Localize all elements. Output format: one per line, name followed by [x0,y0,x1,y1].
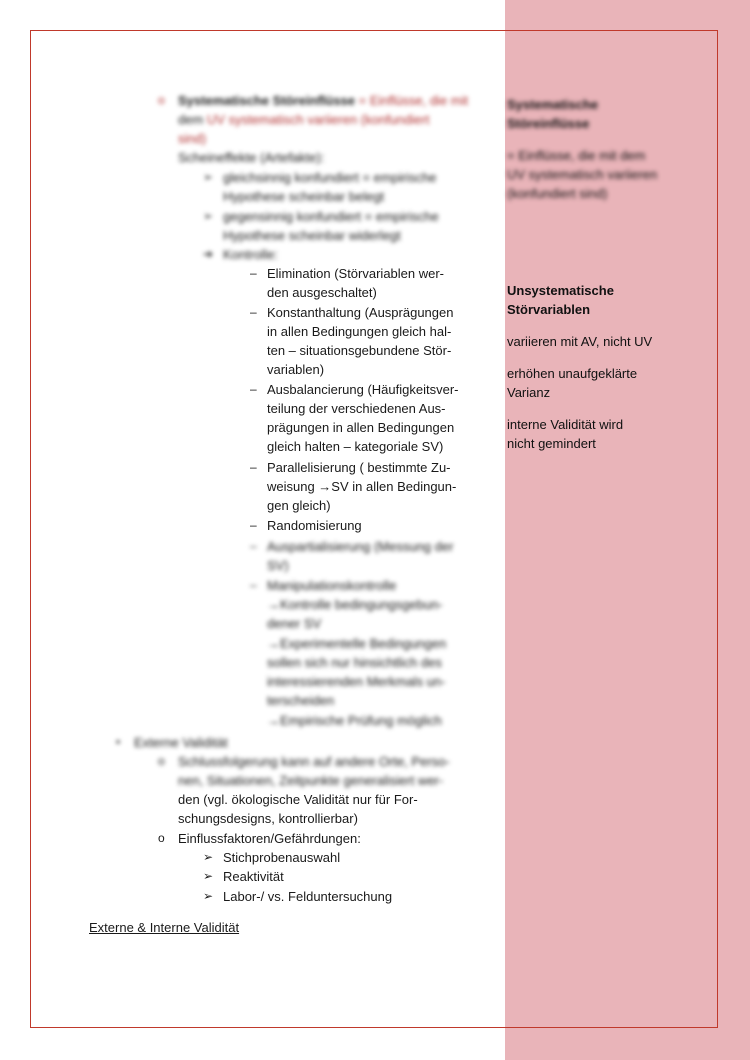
kontrolle-label: Kontrolle: [223,247,278,262]
schluss-line: Schlussfolgerung kann auf andere Orte, Perso- [178,754,450,769]
dot-bullet: • [116,735,121,749]
arrowhead-bullet: ➢ [203,170,214,184]
control-item-cont: weisung →SV in allen Bedingun- [267,479,457,494]
side-note: variieren mit AV, nicht UV [507,334,653,349]
arrowhead-bullet: ➢ [203,869,214,883]
control-item-cont: in allen Bedingungen gleich hal- [267,324,452,339]
control-item-cont: →Empirische Prüfung möglich [267,713,442,728]
arrowhead-bullet: ➢ [203,889,214,903]
list-item: gleichsinnig konfundiert = empirische [223,170,437,185]
control-item-cont: interessierenden Merkmals un- [267,674,446,689]
control-item-cont: teilung der verschiedenen Aus- [267,401,446,416]
side-note-cont: nicht gemindert [507,436,596,451]
arrowhead-bullet: ➢ [203,850,214,864]
external-internal-validity-link[interactable]: Externe & Interne Validität [89,920,240,935]
scheineffekte-label: Scheineffekte (Artefakte): [178,150,325,165]
control-item-cont: prägungen in allen Bedingungen [267,420,455,435]
side-top-title-2: Störeinflüsse [507,116,590,131]
side-note-cont: Varianz [507,385,551,400]
list-item-cont: Hypothese scheinbar widerlegt [223,228,401,243]
dash-bullet: – [250,382,257,396]
heading-rest: = Einflüsse, die mit [355,93,469,108]
dash-bullet: – [250,539,257,553]
arrow-bullet: ➔ [203,247,214,261]
control-item-cont: dener SV [267,616,322,631]
heading-line-3: sind) [178,131,207,146]
control-item-cont: →Experimentelle Bedingungen [267,636,447,651]
control-item-cont: den ausgeschaltet) [267,285,377,300]
dash-bullet: – [250,460,257,474]
schluss-line-2: nen, Situationen, Zeitpunkte generalisiert wer- [178,773,444,788]
side-title: Unsystematische [507,283,614,298]
factor-item: Reaktivität [223,869,284,884]
side-title-2: Störvariablen [507,302,591,317]
dash-bullet: – [250,578,257,592]
control-item-cont: gen gleich) [267,498,331,513]
side-note: erhöhen unaufgeklärte [507,366,638,381]
factor-item: Stichprobenauswahl [223,850,341,865]
extern-heading: Externe Validität [134,735,228,750]
circle-bullet: o [158,93,165,107]
dash-bullet: – [250,305,257,319]
side-top-desc-2: UV systematisch variieren [507,167,658,182]
control-item: Randomisierung [267,518,362,533]
control-item: Parallelisierung ( bestimmte Zu- [267,460,451,475]
list-item: gegensinnig konfundiert = empirische [223,209,439,224]
control-item: Konstanthaltung (Ausprägungen [267,305,454,320]
text: dem [178,112,207,127]
control-item-cont: gleich halten – kategoriale SV) [267,439,444,454]
dash-bullet: – [250,518,257,532]
control-item: Manipulationskontrolle [267,578,397,593]
heading-bold: Systematische Störeinflüsse [178,93,356,108]
circle-bullet: o [158,831,165,845]
circle-bullet: o [158,754,165,768]
factor-item: Labor-/ vs. Felduntersuchung [223,889,393,904]
heading-line [178,91,468,110]
control-item-cont: SV) [267,558,289,573]
control-item-cont: sollen sich nur hinsichtlich des [267,655,442,670]
arrowhead-bullet: ➢ [203,209,214,223]
control-item-cont: →Kontrolle bedingungsgebun- [267,597,443,612]
heading-line-2 [178,110,429,129]
side-top-title: Systematische [507,97,599,112]
control-item-cont: terscheiden [267,693,335,708]
dash-bullet: – [250,266,257,280]
den-line: den (vgl. ökologische Validität nur für For- [178,792,418,807]
control-item-cont: ten – situationsgebundene Stör- [267,343,452,358]
list-item-cont: Hypothese scheinbar belegt [223,189,385,204]
control-item-cont: variablen) [267,362,325,377]
side-note: interne Validität wird [507,417,624,432]
side-top-desc: = Einflüsse, die mit dem [507,148,646,163]
side-top-desc-3: (konfundiert sind) [507,186,608,201]
control-item: Auspartialisierung (Messung der [267,539,454,554]
control-item: Ausbalancierung (Häufigkeitsver- [267,382,459,397]
text-red: UV systematisch variieren (konfundiert [206,112,430,127]
control-item: Elimination (Störvariablen wer- [267,266,445,281]
schungs-line: schungsdesigns, kontrollierbar) [178,811,358,826]
einfluss-label: Einflussfaktoren/Gefährdungen: [178,831,361,846]
